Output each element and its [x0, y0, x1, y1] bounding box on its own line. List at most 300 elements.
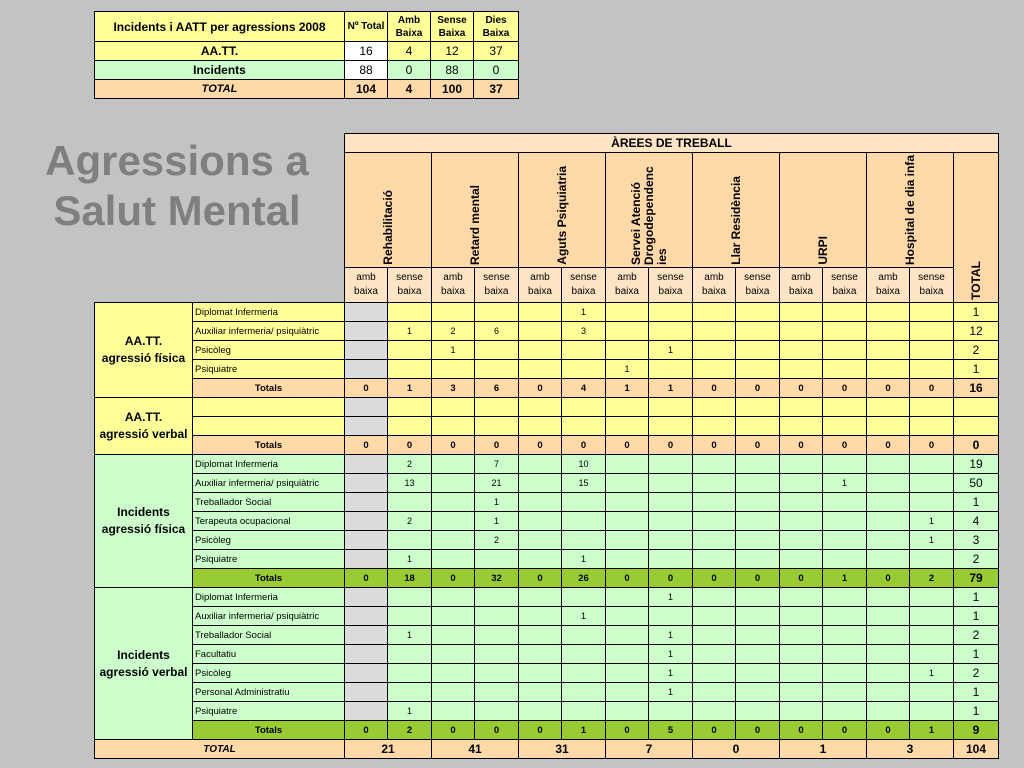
- cell: [475, 683, 519, 702]
- cell: [475, 607, 519, 626]
- cell: [475, 417, 519, 436]
- cell: 2: [475, 531, 519, 550]
- baixa-label: baixa: [397, 286, 422, 297]
- grand-total-label: TOTAL: [95, 740, 345, 759]
- row-total: 2: [954, 664, 999, 683]
- cell: [736, 322, 780, 341]
- cell: [910, 626, 954, 645]
- sense-label: sense: [483, 272, 510, 283]
- cell: [736, 531, 780, 550]
- group-label-line2: agressió verbal: [99, 427, 188, 441]
- agressions-table: [94, 133, 999, 759]
- summary-cell: 4: [388, 42, 431, 61]
- cell: [606, 664, 649, 683]
- group-label-line1: Incidents: [117, 505, 170, 519]
- table-row: [95, 455, 999, 474]
- cell: [823, 341, 867, 360]
- totals-row: [95, 721, 999, 740]
- cell: 1: [475, 493, 519, 512]
- summary-row-aatt: [95, 42, 519, 61]
- summary-cell: 104: [345, 80, 388, 99]
- cell: [519, 360, 562, 379]
- sense-label: sense: [570, 272, 597, 283]
- sense-baixa-header: [910, 268, 954, 303]
- cell: [867, 512, 910, 531]
- row-total: 1: [954, 683, 999, 702]
- table-row: [95, 398, 999, 417]
- totals-cell: 1: [910, 721, 954, 740]
- row-total: 1: [954, 360, 999, 379]
- totals-cell: 0: [780, 569, 823, 588]
- cell: [388, 398, 432, 417]
- row-total: 1: [954, 588, 999, 607]
- amb-baixa-header: [780, 268, 823, 303]
- totals-cell: 0: [562, 436, 606, 455]
- cell: 1: [910, 664, 954, 683]
- row-label: Psicòleg: [193, 664, 345, 683]
- totals-cell: 0: [780, 721, 823, 740]
- cell: [606, 493, 649, 512]
- cell: [736, 664, 780, 683]
- cell: [910, 322, 954, 341]
- cell: 3: [562, 322, 606, 341]
- row-label: Diplomat Infermeria: [193, 455, 345, 474]
- cell: 6: [475, 322, 519, 341]
- cell: [867, 322, 910, 341]
- cell: [345, 303, 388, 322]
- totals-cell: 3: [432, 379, 475, 398]
- totals-row: [95, 569, 999, 588]
- row-label: Auxiliar infermeria/ psiquiàtric: [193, 607, 345, 626]
- row-label: [193, 417, 345, 436]
- cell: [780, 322, 823, 341]
- cell: 1: [910, 531, 954, 550]
- cell: [475, 664, 519, 683]
- cell: 2: [388, 455, 432, 474]
- cell: 1: [606, 360, 649, 379]
- cell: 1: [562, 607, 606, 626]
- amb-baixa-header: [867, 268, 910, 303]
- cell: [780, 626, 823, 645]
- row-label: Facultatiu: [193, 645, 345, 664]
- table-row: [95, 322, 999, 341]
- totals-cell: 0: [867, 721, 910, 740]
- cell: [780, 417, 823, 436]
- cell: [867, 645, 910, 664]
- totals-label: Totals: [193, 436, 345, 455]
- row-total: 1: [954, 607, 999, 626]
- sense-baixa-header: [649, 268, 693, 303]
- cell: [780, 398, 823, 417]
- totals-cell: 0: [867, 379, 910, 398]
- cell: [606, 417, 649, 436]
- totals-total: 16: [954, 379, 999, 398]
- cell: [519, 417, 562, 436]
- area-names-row: [95, 153, 999, 268]
- sense-label: sense: [657, 272, 684, 283]
- cell: 1: [388, 322, 432, 341]
- amb-baixa-header: [432, 268, 475, 303]
- cell: [562, 398, 606, 417]
- table-row: [95, 417, 999, 436]
- totals-cell: 0: [736, 721, 780, 740]
- group-label: [95, 398, 193, 455]
- totals-cell: 0: [432, 436, 475, 455]
- cell: [736, 512, 780, 531]
- cell: [606, 455, 649, 474]
- cell: [388, 417, 432, 436]
- totals-cell: 0: [519, 721, 562, 740]
- cell: [867, 626, 910, 645]
- sense-baixa-header: [388, 268, 432, 303]
- row-label: Psiquiatre: [193, 360, 345, 379]
- totals-cell: 18: [388, 569, 432, 588]
- totals-cell: 1: [823, 569, 867, 588]
- cell: [823, 303, 867, 322]
- cell: [388, 588, 432, 607]
- totals-cell: 0: [693, 436, 736, 455]
- totals-cell: 0: [606, 721, 649, 740]
- summary-table: [94, 11, 519, 99]
- cell: [519, 588, 562, 607]
- group-label-line1: Incidents: [117, 647, 170, 662]
- cell: [649, 398, 693, 417]
- cell: [388, 645, 432, 664]
- area-name-label: Llar Residència: [728, 176, 743, 265]
- cell: [606, 322, 649, 341]
- cell: [432, 588, 475, 607]
- table-row: [95, 341, 999, 360]
- cell: [823, 322, 867, 341]
- cell: [519, 702, 562, 721]
- cell: [345, 607, 388, 626]
- cell: [562, 493, 606, 512]
- totals-row: [95, 379, 999, 398]
- totals-cell: 0: [519, 436, 562, 455]
- baixa-label: baixa: [876, 286, 900, 297]
- cell: [345, 360, 388, 379]
- sense-baixa-header: [475, 268, 519, 303]
- amb-label: amb: [791, 272, 811, 283]
- cell: [345, 417, 388, 436]
- cell: [562, 626, 606, 645]
- totals-cell: 0: [606, 569, 649, 588]
- baixa-label: baixa: [745, 286, 770, 297]
- row-label: Auxiliar infermeria/ psiquiàtric: [193, 474, 345, 493]
- cell: 1: [649, 664, 693, 683]
- cell: [780, 455, 823, 474]
- totals-cell: 1: [388, 379, 432, 398]
- row-label: Psiquiatre: [193, 550, 345, 569]
- area-name: [693, 153, 780, 268]
- totals-cell: 0: [345, 569, 388, 588]
- row-total: 1: [954, 493, 999, 512]
- totals-cell: 6: [475, 379, 519, 398]
- baixa-label: baixa: [571, 286, 596, 297]
- cell: [780, 550, 823, 569]
- cell: [649, 512, 693, 531]
- cell: [736, 645, 780, 664]
- cell: [475, 303, 519, 322]
- cell: [519, 512, 562, 531]
- baixa-label: baixa: [484, 286, 509, 297]
- cell: [432, 398, 475, 417]
- cell: [693, 455, 736, 474]
- page-title-line2: Salut Mental: [53, 187, 301, 234]
- cell: [345, 341, 388, 360]
- summary-dies-header: Dies Baixa: [474, 12, 519, 42]
- group-label-line2: agressió física: [101, 351, 186, 365]
- cell: [693, 626, 736, 645]
- cell: [649, 322, 693, 341]
- summary-row-label: Incidents: [95, 61, 345, 80]
- table-row: [95, 493, 999, 512]
- cell: [606, 607, 649, 626]
- row-label: Auxiliar infermeria/ psiquiàtric: [193, 322, 345, 341]
- baixa-label: baixa: [658, 286, 683, 297]
- cell: [867, 702, 910, 721]
- cell: [910, 398, 954, 417]
- sense-label: sense: [918, 272, 945, 283]
- cell: 1: [432, 341, 475, 360]
- cell: 2: [388, 512, 432, 531]
- sense-label: sense: [744, 272, 771, 283]
- cell: [693, 531, 736, 550]
- cell: [693, 512, 736, 531]
- table-row: [95, 702, 999, 721]
- row-total: 19: [954, 455, 999, 474]
- cell: [519, 303, 562, 322]
- cell: [693, 474, 736, 493]
- cell: [910, 645, 954, 664]
- total-header: [954, 153, 999, 303]
- cell: 10: [562, 455, 606, 474]
- cell: [910, 607, 954, 626]
- cell: [519, 341, 562, 360]
- cell: [780, 303, 823, 322]
- cell: [345, 588, 388, 607]
- cell: [780, 341, 823, 360]
- cell: [606, 398, 649, 417]
- area-name-label: Rehabilitació: [380, 190, 395, 265]
- cell: [345, 645, 388, 664]
- totals-cell: 0: [823, 436, 867, 455]
- area-name: [780, 153, 867, 268]
- row-total: 1: [954, 645, 999, 664]
- summary-cell: 0: [388, 61, 431, 80]
- cell: [649, 702, 693, 721]
- spacer: [95, 153, 345, 268]
- cell: [432, 607, 475, 626]
- cell: [823, 360, 867, 379]
- cell: [910, 683, 954, 702]
- totals-cell: 0: [345, 721, 388, 740]
- sense-baixa-header: [823, 268, 867, 303]
- cell: [693, 398, 736, 417]
- cell: [562, 588, 606, 607]
- totals-cell: 0: [736, 379, 780, 398]
- cell: [910, 303, 954, 322]
- cell: [475, 702, 519, 721]
- summary-row-label: TOTAL: [95, 80, 345, 99]
- cell: [693, 645, 736, 664]
- summary-row-total: [95, 80, 519, 99]
- totals-cell: 1: [649, 379, 693, 398]
- cell: [649, 360, 693, 379]
- cell: [736, 550, 780, 569]
- cell: 1: [388, 550, 432, 569]
- cell: [606, 683, 649, 702]
- grand-total-cell: 0: [693, 740, 780, 759]
- totals-cell: 0: [649, 569, 693, 588]
- cell: [475, 645, 519, 664]
- cell: [823, 683, 867, 702]
- cell: [432, 531, 475, 550]
- cell: [823, 702, 867, 721]
- cell: [432, 626, 475, 645]
- cell: [693, 303, 736, 322]
- group-label-line1: AA.TT.: [124, 334, 163, 348]
- cell: [736, 474, 780, 493]
- cell: [736, 303, 780, 322]
- spacer: [95, 134, 345, 153]
- area-name-label: URPI: [815, 236, 830, 265]
- totals-cell: 0: [693, 721, 736, 740]
- cell: [519, 455, 562, 474]
- cell: [432, 683, 475, 702]
- cell: [649, 417, 693, 436]
- totals-cell: 0: [867, 569, 910, 588]
- spacer: [95, 268, 345, 303]
- cell: [780, 664, 823, 683]
- cell: [910, 493, 954, 512]
- cell: [693, 588, 736, 607]
- totals-cell: 0: [823, 379, 867, 398]
- totals-cell: 0: [736, 569, 780, 588]
- cell: 1: [823, 474, 867, 493]
- page-title-line1: Agressions a: [45, 137, 309, 184]
- cell: [823, 398, 867, 417]
- total-header-label: TOTAL: [968, 261, 983, 300]
- cell: [475, 626, 519, 645]
- totals-label: Totals: [193, 569, 345, 588]
- area-name: [867, 153, 954, 268]
- cell: [345, 493, 388, 512]
- baixa-label: baixa: [528, 286, 552, 297]
- cell: 1: [649, 341, 693, 360]
- totals-cell: 0: [736, 436, 780, 455]
- cell: [388, 360, 432, 379]
- amb-label: amb: [704, 272, 724, 283]
- cell: 7: [475, 455, 519, 474]
- totals-total: 79: [954, 569, 999, 588]
- cell: [388, 341, 432, 360]
- table-row: [95, 683, 999, 702]
- area-name: [519, 153, 606, 268]
- cell: [823, 645, 867, 664]
- cell: [562, 664, 606, 683]
- summary-cell: 37: [474, 42, 519, 61]
- amb-label: amb: [356, 272, 376, 283]
- amb-label: amb: [617, 272, 637, 283]
- cell: [649, 531, 693, 550]
- cell: [519, 398, 562, 417]
- cell: [693, 417, 736, 436]
- cell: [519, 645, 562, 664]
- totals-cell: 2: [388, 721, 432, 740]
- cell: [388, 607, 432, 626]
- cell: [562, 341, 606, 360]
- totals-cell: 32: [475, 569, 519, 588]
- totals-cell: 0: [823, 721, 867, 740]
- table-row: [95, 588, 999, 607]
- cell: [910, 341, 954, 360]
- grand-total-cell: 3: [867, 740, 954, 759]
- cell: [910, 588, 954, 607]
- row-label: Terapeuta ocupacional: [193, 512, 345, 531]
- row-label: Diplomat Infermeria: [193, 303, 345, 322]
- cell: [780, 512, 823, 531]
- subheader-row: [95, 268, 999, 303]
- cell: [867, 417, 910, 436]
- cell: [780, 645, 823, 664]
- cell: 1: [649, 626, 693, 645]
- summary-total-header: Nº Total: [345, 12, 388, 42]
- cell: [519, 607, 562, 626]
- sense-label: sense: [831, 272, 858, 283]
- cell: [345, 531, 388, 550]
- totals-cell: 0: [432, 721, 475, 740]
- cell: [823, 531, 867, 550]
- row-label: Psiquiatre: [193, 702, 345, 721]
- cell: [910, 702, 954, 721]
- cell: [432, 550, 475, 569]
- cell: [910, 550, 954, 569]
- row-total: 12: [954, 322, 999, 341]
- cell: [693, 341, 736, 360]
- grand-total-cell: 7: [606, 740, 693, 759]
- summary-header-row: [95, 12, 519, 42]
- row-total: 2: [954, 626, 999, 645]
- cell: [693, 493, 736, 512]
- totals-cell: 4: [562, 379, 606, 398]
- cell: [388, 664, 432, 683]
- cell: [519, 531, 562, 550]
- cell: 13: [388, 474, 432, 493]
- grand-total-total: 104: [954, 740, 999, 759]
- cell: [649, 550, 693, 569]
- row-label: Diplomat Infermeria: [193, 588, 345, 607]
- cell: [432, 702, 475, 721]
- cell: [823, 607, 867, 626]
- area-name-label: Hospital de dia infa: [902, 154, 917, 265]
- table-row: [95, 474, 999, 493]
- cell: [867, 360, 910, 379]
- group-label: [95, 455, 193, 588]
- sense-baixa-header: [562, 268, 606, 303]
- cell: [736, 417, 780, 436]
- summary-row-incidents: [95, 61, 519, 80]
- table-row: [95, 512, 999, 531]
- totals-cell: 26: [562, 569, 606, 588]
- cell: [606, 474, 649, 493]
- totals-cell: 0: [519, 569, 562, 588]
- cell: [736, 626, 780, 645]
- cell: [432, 474, 475, 493]
- cell: [736, 588, 780, 607]
- cell: [388, 493, 432, 512]
- totals-cell: 0: [475, 436, 519, 455]
